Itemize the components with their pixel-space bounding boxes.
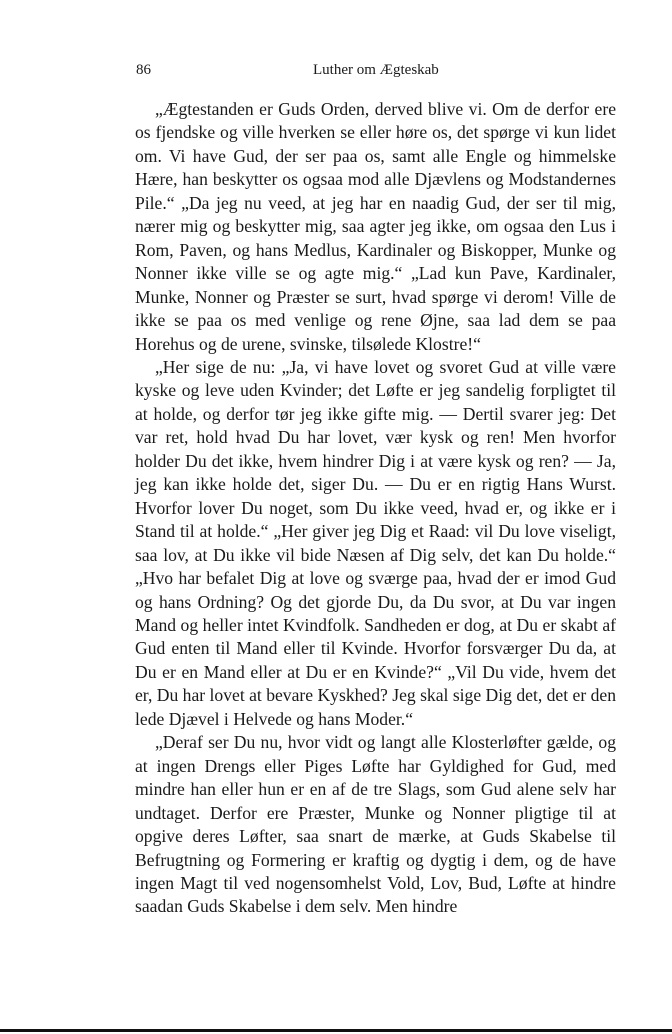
paragraph: „Deraf ser Du nu, hvor vidt og langt alle Klosterløfter gælde, og at ingen Drengs eller Piges Løfte har Gyldighed for Gud, med mindre han eller hun er en af de tre Slags, som Gud alene selv har undtaget. Derfor ere Præster, Munke og Nonner pligtige til at opgive deres Løfter, saa snart de mærke, at Guds Skabelse til Befrugtning og Formering er kraftig og dygtig i dem, og de have ingen Magt til ved nogensomhelst Vold, Lov, Bud, Løfte at hindre saadan Guds Skabelse i dem selv. Men hindre — [135, 732, 616, 917]
body-text — [135, 98, 616, 919]
bottom-border — [0, 1029, 672, 1032]
running-title: Luther om Ægteskab — [313, 62, 439, 78]
paragraph: „Ægtestanden er Guds Orden, derved blive vi. Om de derfor ere os fjendske og ville hverken se eller høre os, det spørge vi kun lidet om. Vi have Gud, der ser paa os, samt alle Engle og himmelske Hære, han beskytter os ogsaa mod alle Djævlens og Modstandernes Pile.“ „Da jeg nu veed, at jeg har en naadig Gud, der ser til mig, nærer mig og beskytter mig, saa agter jeg ikke, om ogsaa den Lus i Rom, Paven, og hans Medlus, Kardinaler og Biskopper, Munke og Nonner ikke ville se og agte mig.“ „Lad kun Pave, Kardinaler, Munke, Nonner og Præster se surt, hvad spørge vi derom! Ville de ikke se paa os med venlige og rene Øjne, saa lad dem se paa Horehus og de urene, svinske, tilsølede Klostre!“ — [135, 99, 616, 354]
page-number: 86 — [136, 62, 151, 78]
paragraph: „Her sige de nu: „Ja, vi have lovet og svoret Gud at ville være kyske og leve uden Kvinder; det Løfte er jeg sandelig forpligtet til at holde, og derfor tør jeg ikke gifte mig. — Dertil svarer jeg: Det var ret, hold hvad Du har lovet, vær kysk og ren! Men hvorfor holder Du det ikke, hvem hindrer Dig i at være kysk og ren? — Ja, jeg kan ikke holde det, siger Du. — Du er en rigtig Hans Wurst. Hvorfor lover Du noget, som Du ikke veed, hvad er, og ikke er i Stand til at holde.“ „Her giver jeg Dig et Raad: vil Du love viseligt, saa lov, at Du ikke vil bide Næsen af Dig selv, det kan Du holde.“ „Hvo har befalet Dig at love og sværge paa, hvad der er imod Gud og hans Ordning? Og det gjorde Du, da Du svor, at Du var ingen Mand og heller intet Kvindfolk. Sandheden er dog, at Du er skabt af Gud enten til Mand eller til Kvinde. Hvorfor forsværger Du da, at Du er en Mand eller at Du er en Kvinde?“ „Vil Du vide, hvem det er, Du har lovet at bevare Kyskhed? Jeg skal sige Dig det, det er den lede Djævel i Helvede og hans Moder.“ — [135, 356, 617, 729]
page-header — [136, 62, 616, 84]
